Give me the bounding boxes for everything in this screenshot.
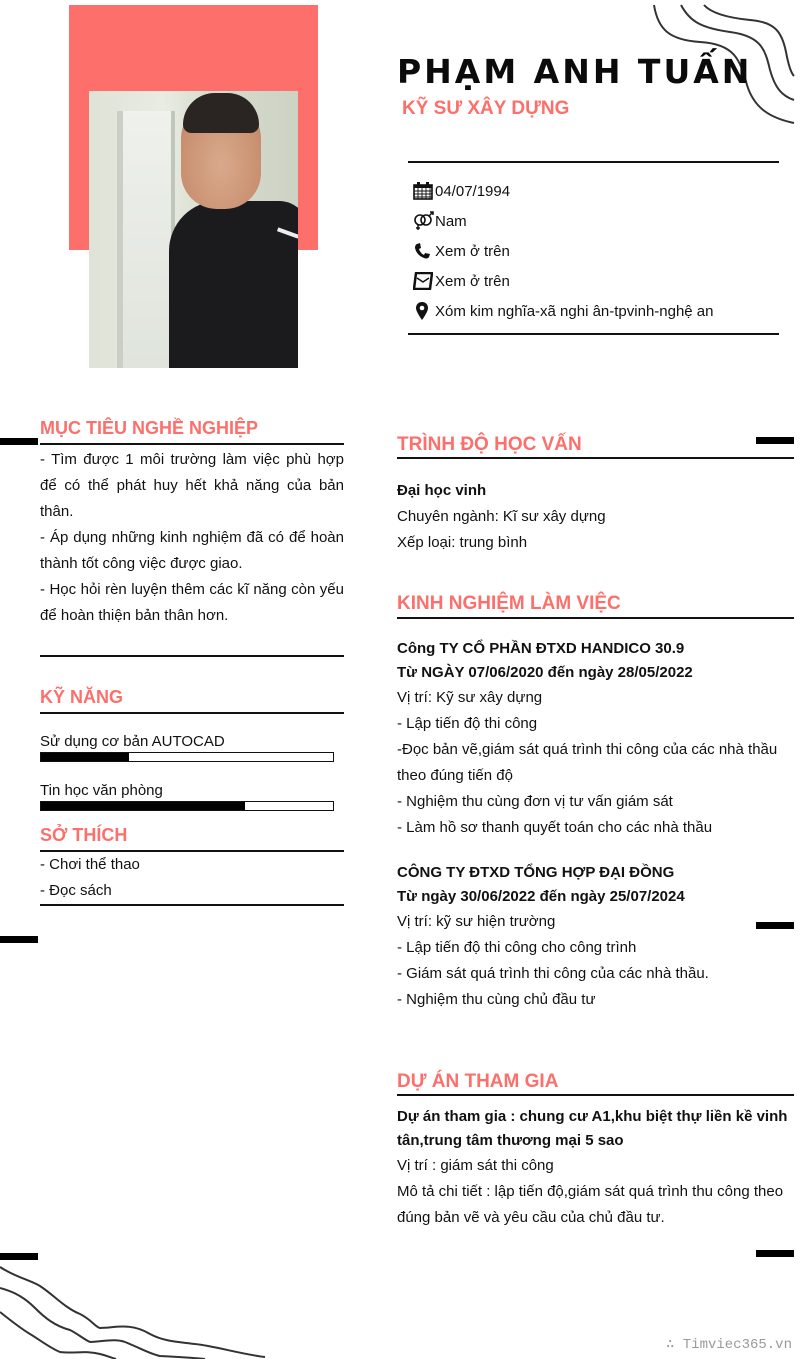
objective-line: - Học hỏi rèn luyện thêm các kĩ năng còn yếu để hoàn thiện bản thân hơn. xyxy=(40,581,344,624)
job-period: Từ NGÀY 07/06/2020 đến ngày 28/05/2022 xyxy=(397,664,693,681)
education-grade: Xếp loại: trung bình xyxy=(397,534,528,551)
projects-rule xyxy=(397,1094,794,1096)
hobby-item: - Chơi thể thao xyxy=(40,856,140,873)
gender-value: Nam xyxy=(435,212,467,230)
experience-rule xyxy=(397,617,794,619)
skill-name: Tin học văn phòng xyxy=(40,782,163,799)
objective-rule xyxy=(40,443,344,445)
project-description: Mô tả chi tiết : lập tiến độ,giám sát quá trình thu công theo đúng bản vẽ và yêu cầu của chủ đầu tư. xyxy=(397,1183,784,1226)
hobbies-end-rule xyxy=(40,904,344,906)
education-body xyxy=(397,478,794,556)
job-period: Từ ngày 30/06/2022 đến ngày 25/07/2024 xyxy=(397,888,685,905)
calendar-icon xyxy=(413,181,435,201)
job-position: Vị trí: Kỹ sư xây dựng xyxy=(397,689,543,706)
objective-line: - Tìm được 1 môi trường làm việc phù hợp để có thể phát huy hết khả năng của bản thân. xyxy=(40,451,344,520)
personal-info-list xyxy=(413,176,714,326)
phone-value: Xem ở trên xyxy=(435,242,510,260)
info-address xyxy=(413,296,714,326)
info-top-rule xyxy=(408,161,779,163)
skill-bar-office xyxy=(40,801,334,811)
side-mark xyxy=(0,936,38,943)
job-duty: - Nghiệm thu cùng chủ đầu tư xyxy=(397,991,596,1008)
objective-line: - Áp dụng những kinh nghiệm đã có để hoàn thành tốt công việc được giao. xyxy=(40,529,344,572)
wave-decoration-bottom xyxy=(0,1262,280,1359)
profile-photo xyxy=(89,91,298,368)
objective-body xyxy=(40,447,344,629)
job-company: CÔNG TY ĐTXD TỔNG HỢP ĐẠI ĐỒNG xyxy=(397,864,675,881)
info-birthdate xyxy=(413,176,714,206)
skills-rule xyxy=(40,712,344,714)
candidate-name: PHẠM ANH TUẤN xyxy=(397,52,753,91)
job-duty: - Giám sát quá trình thi công của các nhà thầu. xyxy=(397,965,709,982)
job-duty: -Đọc bản vẽ,giám sát quá trình thi công của các nhà thầu theo đúng tiến độ xyxy=(397,741,778,784)
job-entry xyxy=(397,637,787,841)
info-gender xyxy=(413,206,714,236)
skill-bar-fill xyxy=(41,753,129,761)
project-name: Dự án tham gia : chung cư A1,khu biệt thự liền kề vinh tân,trung tâm thương mại 5 sao xyxy=(397,1108,788,1149)
experience-title: KINH NGHIỆM LÀM VIỆC xyxy=(397,593,621,614)
education-major: Chuyên ngành: Kĩ sư xây dựng xyxy=(397,508,606,525)
gender-icon xyxy=(413,211,435,231)
hobbies-list xyxy=(40,852,344,904)
hobbies-title: SỞ THÍCH xyxy=(40,825,128,845)
education-rule xyxy=(397,457,794,459)
job-position: Vị trí: kỹ sư hiện trường xyxy=(397,913,556,930)
birthdate-value: 04/07/1994 xyxy=(435,182,511,200)
location-icon xyxy=(413,301,435,321)
job-company: Công TY CỔ PHẦN ĐTXD HANDICO 30.9 xyxy=(397,640,685,657)
project-entry xyxy=(397,1105,789,1231)
project-position: Vị trí : giám sát thi công xyxy=(397,1157,554,1174)
job-entry xyxy=(397,861,787,1013)
info-email xyxy=(413,266,714,296)
phone-icon xyxy=(413,241,435,261)
side-mark xyxy=(0,438,38,445)
address-value: Xóm kim nghĩa-xã nghi ân-tpvinh-nghệ an xyxy=(435,302,714,320)
school-name: Đại học vinh xyxy=(397,482,487,499)
objective-end-rule xyxy=(40,655,344,657)
projects-title: DỰ ÁN THAM GIA xyxy=(397,1071,559,1092)
side-mark xyxy=(0,1253,38,1260)
skill-bar-autocad xyxy=(40,752,334,762)
email-icon xyxy=(413,271,435,291)
education-title: TRÌNH ĐỘ HỌC VẤN xyxy=(397,434,582,455)
job-duty: - Lập tiến độ thi công cho công trình xyxy=(397,939,637,956)
hobby-item: - Đọc sách xyxy=(40,882,112,899)
info-phone xyxy=(413,236,714,266)
skill-name: Sử dụng cơ bản AUTOCAD xyxy=(40,733,225,750)
job-duty: - Nghiệm thu cùng đơn vị tư vấn giám sát xyxy=(397,793,673,810)
objective-title: MỤC TIÊU NGHỀ NGHIỆP xyxy=(40,418,259,438)
watermark: ∴ Timviec365.vn xyxy=(665,1337,792,1353)
side-mark xyxy=(756,1250,794,1257)
job-duty: - Lập tiến độ thi công xyxy=(397,715,538,732)
job-duty: - Làm hồ sơ thanh quyết toán cho các nhà thầu xyxy=(397,819,713,836)
info-bottom-rule xyxy=(408,333,779,335)
job-title: KỸ SƯ XÂY DỰNG xyxy=(402,98,570,119)
skills-title: KỸ NĂNG xyxy=(40,687,124,707)
email-value: Xem ở trên xyxy=(435,272,510,290)
skill-bar-fill xyxy=(41,802,245,810)
